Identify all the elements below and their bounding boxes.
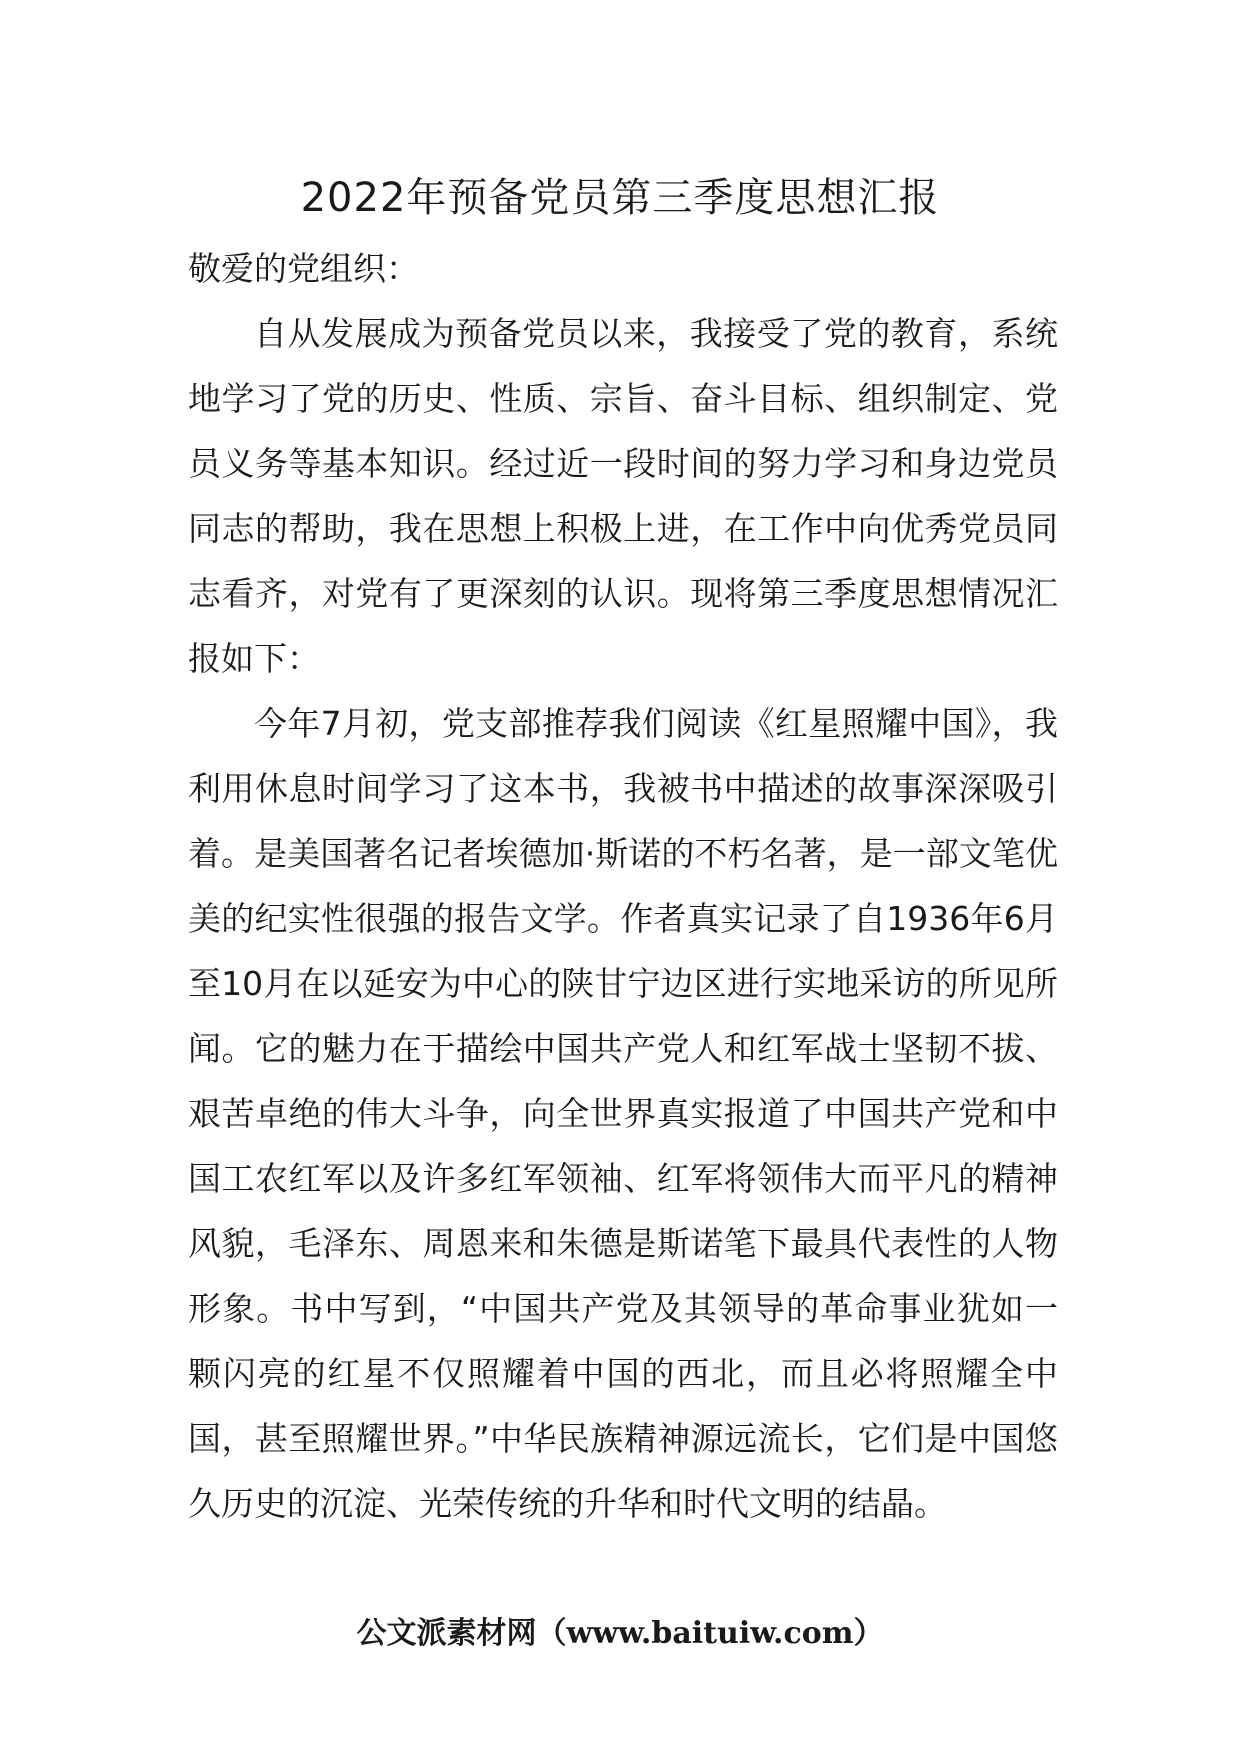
document-body [188, 236, 1058, 1536]
paragraph-2: 今年7月初，党支部推荐我们阅读《红星照耀中国》，我利用休息时间学习了这本书，我被书中描述的故事深深吸引着。是美国著名记者埃德加·斯诺的不朽名著，是一部文笔优美的纪实性很强的报告文学。作者真实记录了自1936年6月至10月在以延安为中心的陕甘宁边区进行实地采访的所见所闻。它的魅力在于描绘中国共产党人和红军战士坚韧不拔、艰苦卓绝的伟大斗争，向全世界真实报道了中国共产党和中国工农红军以及许多红军领袖、红军将领伟大而平凡的精神风貌，毛泽东、周恩来和朱德是斯诺笔下最具代表性的人物形象。书中写到，“中国共产党及其领导的革命事业犹如一颗闪亮的红星不仅照耀着中国的西北，而且必将照耀全中国，甚至照耀世界。”中华民族精神源远流长，它们是中国悠久历史的沉淀、光荣传统的升华和时代文明的结晶。 [188, 704, 1058, 1523]
document-title: 2022年预备党员第三季度思想汇报 [300, 175, 940, 221]
salutation: 敬爱的党组织： [188, 249, 419, 288]
footer-source: 公文派素材网（www.baituiw.com） [356, 1616, 884, 1651]
paragraph-1: 自从发展成为预备党员以来，我接受了党的教育，系统地学习了党的历史、性质、宗旨、奋斗目标、组织制定、党员义务等基本知识。经过近一段时间的努力学习和身边党员同志的帮助，我在思想上积极上进，在工作中向优秀党员同志看齐，对党有了更深刻的认识。现将第三季度思想情况汇报如下： [188, 314, 1058, 678]
